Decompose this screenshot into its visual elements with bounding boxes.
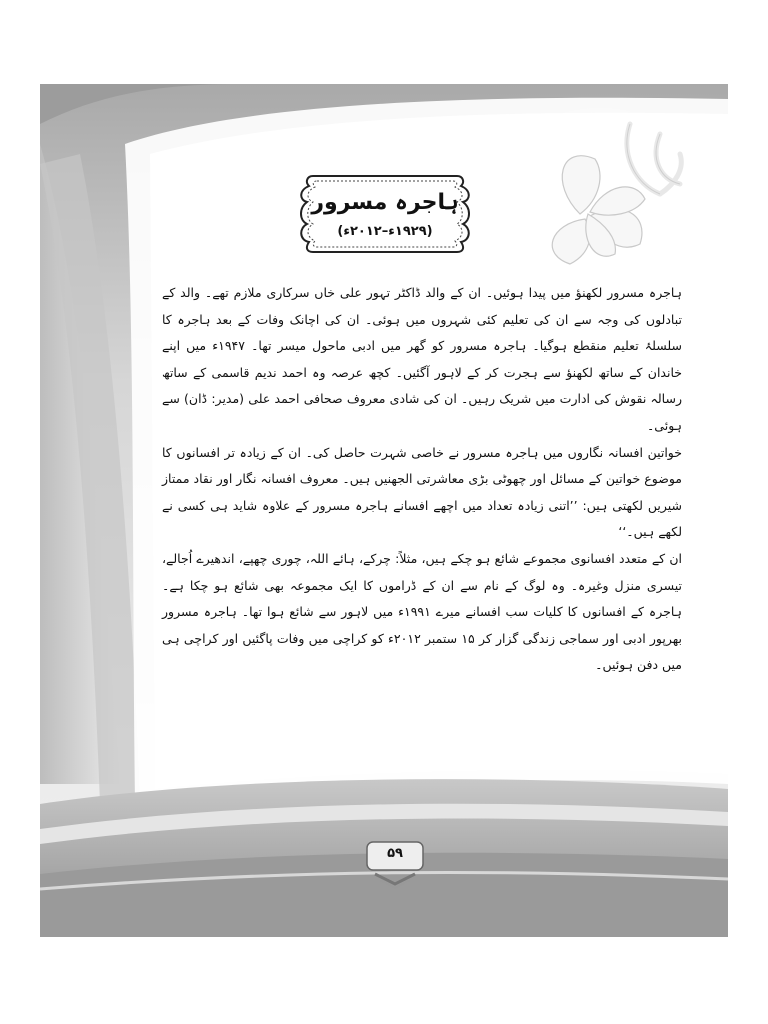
paragraph: ان کے متعدد افسانوی مجموعے شائع ہو چکے ہیں، مثلاً: چرکے، ہائے اللہ، چوری چھپے، اندھیرے اُجالے، تیسری منزل وغیرہ۔ وہ لوگ کے نام سے ان کے ڈراموں کا ایک مجموعہ بھی شائع ہو چکا ہے۔ ہاجرہ کے افسانوں کا کلیات سب افسانے میرے ۱۹۹۱ء میں لاہور سے شائع ہوا تھا۔ ہاجرہ مسرور بھرپور ادبی اور سماجی زندگی گزار کر ۱۵ ستمبر ۲۰۱۲ء کو کراچی میں وفات پاگئیں اور کراچی ہی میں دفن ہوئیں۔ [162,550,682,673]
biography-text [162,280,682,679]
life-years: (۱۹۲۹ء–۲۰۱۲ء) [337,224,433,239]
page-title: ہاجرہ مسرور [311,190,459,215]
book-page [40,84,728,937]
flower-ornament-icon [510,104,700,274]
paragraph: ہاجرہ مسرور لکھنؤ میں پیدا ہوئیں۔ ان کے والد ڈاکٹر تہور علی خاں سرکاری ملازم تھے۔ والد کے تبادلوں کی وجہ سے ان کی تعلیم کئی شہروں میں ہوئی۔ ان کی اچانک وفات کے بعد ہاجرہ کا سلسلۂ تعلیم منقطع ہوگیا۔ ہاجرہ مسرور کو گھر میں ادبی ماحول میسر تھا۔ ۱۹۴۷ء میں اپنے خاندان کے ساتھ لکھنؤ سے ہجرت کر کے لاہور آگئیں۔ کچھ عرصہ وہ احمد ندیم قاسمی کے ساتھ رسالہ نقوش کی ادارت میں شریک رہیں۔ ان کی شادی معروف صحافی احمد علی (مدیر: ڈان) سے ہوئی۔ [162,285,683,433]
page-number: ۵۹ [387,846,403,861]
paragraph: خواتین افسانہ نگاروں میں ہاجرہ مسرور نے خاصی شہرت حاصل کی۔ ان کے زیادہ تر افسانوں کا موضوع خواتین کے مسائل اور چھوٹی بڑی معاشرتی الجھنیں ہیں۔ معروف افسانہ نگار اور نقاد ممتاز شیریں لکھتی ہیں: ’’اتنی زیادہ تعداد میں اچھے افسانے ہاجرہ مسرور کے علاوہ شاید ہی کسی نے لکھے ہیں۔‘‘ [162,444,682,540]
